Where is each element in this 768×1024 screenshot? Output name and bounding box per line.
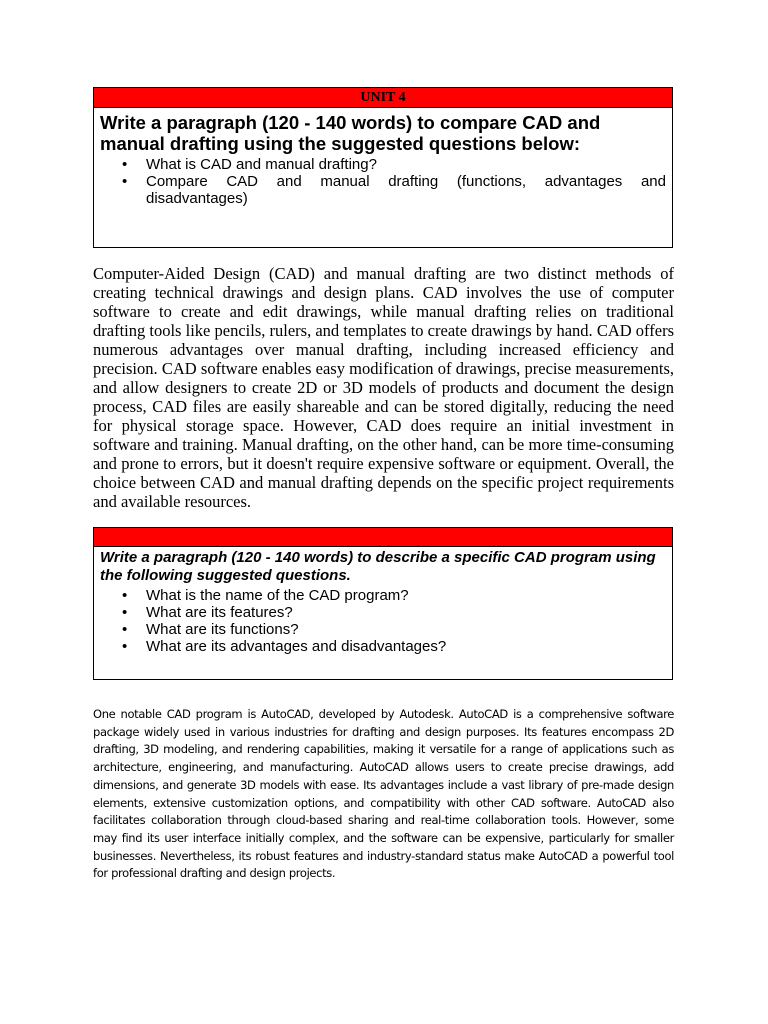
question-item: • Compare CAD and manual drafting (functions, advantages and disadvantages) [146,173,666,207]
task-title: Write a paragraph (120 - 140 words) to compare CAD and manual drafting using the suggested questions below: [100,112,601,154]
essay-paragraph-autocad: One notable CAD program is AutoCAD, developed by Autodesk. AutoCAD is a comprehensive software package widely used in various industries for drafting and design purposes. Its features encompass 2D drafting, 3D modeling, and rendering capabilities, making it versatile for a range of applications such as architecture, engineering, and manufacturing. AutoCAD allows users to create precise drawings, add dimensions, and generate 3D models with ease. Its advantages include a vast library of pre-made design elements, extensive customization options, and compatibility with other CAD software. AutoCAD also facilitates collaboration through cloud-based sharing and real-time collaboration tools. However, some may find its user interface initially complex, and the software can be expensive, particularly for smaller businesses. Nevertheless, its robust features and industry-standard status make AutoCAD a powerful tool for professional drafting and design projects. [93,707,674,881]
unit-header: UNIT 4 [94,88,672,108]
question-item: • What is the name of the CAD program? [146,587,666,604]
question-item: • What are its functions? [146,621,666,638]
question-item: • What are its advantages and disadvantages? [146,638,666,655]
task-box-compare [93,87,673,248]
task-title: Write a paragraph (120 - 140 words) to describe a specific CAD program using the following suggested questions. [100,549,656,584]
question-item: • What are its features? [146,604,666,621]
essay-paragraph-compare: Computer-Aided Design (CAD) and manual drafting are two distinct methods of creating technical drawings and design plans. CAD involves the use of computer software to create and edit drawings, while manual drafting relies on traditional drafting tools like pencils, rulers, and templates to create drawings by hand. CAD offers numerous advantages over manual drafting, including increased efficiency and precision. CAD software enables easy modification of drawings, precise measurements, and allow designers to create 2D or 3D models of products and document the design process, CAD files are easily shareable and can be stored digitally, reducing the need for physical storage space. However, CAD does require an initial investment in software and training. Manual drafting, on the other hand, can be more time-consuming and prone to errors, but it doesn't require expensive software or equipment. Overall, the choice between CAD and manual drafting depends on the specific project requirements and available resources. [93,264,674,511]
question-list [94,587,672,655]
header-bar [94,528,672,547]
question-list [94,156,672,207]
task-box-describe [93,527,673,680]
question-item: • What is CAD and manual drafting? [146,156,666,173]
